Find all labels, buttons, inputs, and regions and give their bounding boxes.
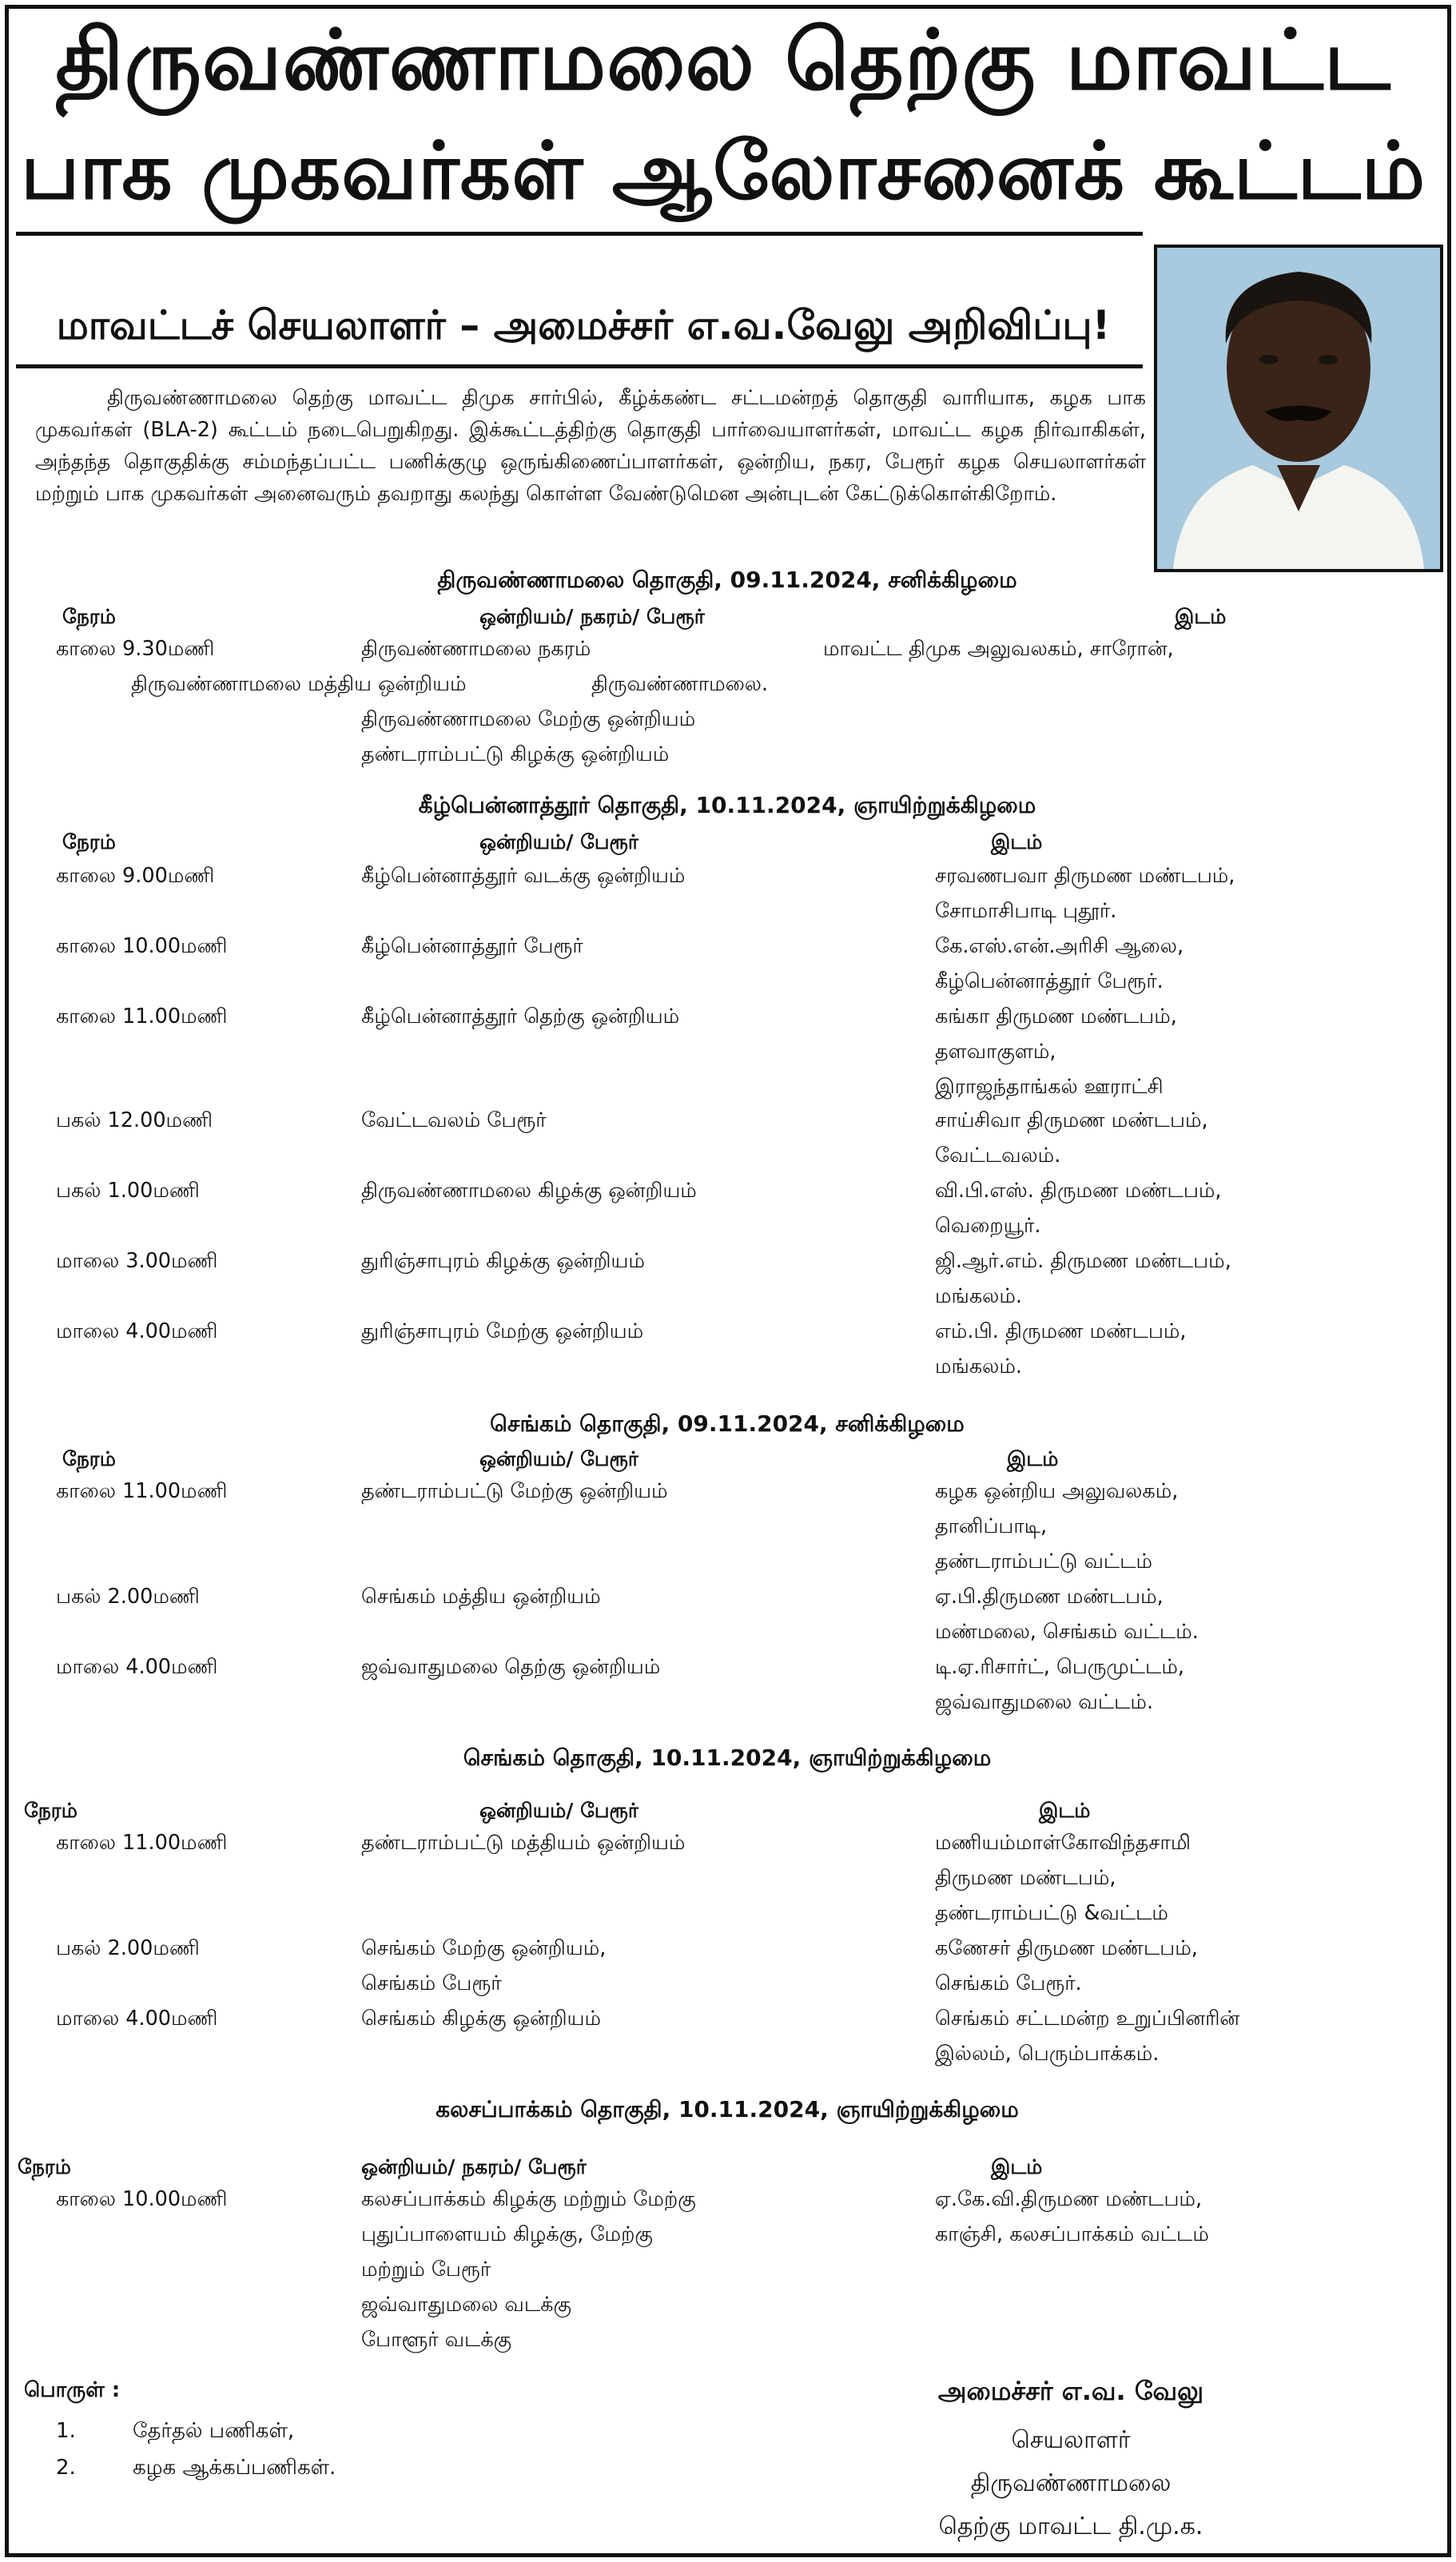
schedule-venue — [935, 1649, 1184, 1720]
section-title: செங்கம் தொகுதி, 09.11.2024, சனிக்கிழமை — [490, 1410, 965, 1437]
schedule-venue — [935, 999, 1177, 1104]
schedule-union-line: செங்கம் மத்திய ஒன்றியம் — [361, 1585, 601, 1609]
schedule-venue — [935, 858, 1235, 929]
column-header: ஒன்றியம்/ நகரம்/ பேரூர் — [361, 2155, 587, 2178]
schedule-union-line: மற்றும் பேரூர் — [361, 2258, 491, 2282]
schedule-time: பகல் 1.00மணி — [56, 1179, 200, 1203]
column-header: ஒன்றியம்/ பேரூர் — [479, 1447, 638, 1470]
schedule-venue-line: ஏ.பி.திருமண மண்டபம், — [935, 1585, 1164, 1609]
schedule-venue-line: காஞ்சி, கலசப்பாக்கம் வட்டம் — [935, 2222, 1209, 2246]
schedule-venue — [935, 1103, 1208, 1173]
schedule-venue-line: சோமாசிபாடி புதூர். — [935, 899, 1117, 923]
schedule-venue-line: மங்கலம். — [935, 1355, 1022, 1378]
schedule-union — [361, 1243, 645, 1279]
schedule-venue-line: ஏ.கே.வி.திருமண மண்டபம், — [935, 2187, 1203, 2211]
section-title: செங்கம் தொகுதி, 10.11.2024, ஞாயிற்றுக்கிழமை — [463, 1744, 992, 1771]
schedule-time: மாலை 4.00மணி — [56, 1655, 218, 1679]
schedule-time: பகல் 2.00மணி — [56, 1936, 200, 1960]
column-header: நேரம் — [62, 605, 116, 628]
column-header: ஒன்றியம்/ நகரம்/ பேரூர் — [479, 605, 705, 628]
schedule-union-line: புதுப்பாளையம் கிழக்கு, மேற்கு — [361, 2222, 653, 2246]
schedule-venue-line: ஜவ்வாதுமலை வட்டம். — [935, 1690, 1154, 1714]
column-header: இடம் — [991, 2155, 1043, 2178]
schedule-venue-line: கீழ்பென்னாத்தூர் பேரூர். — [935, 969, 1164, 993]
schedule-time: காலை 9.00மணி — [56, 864, 215, 888]
rule-top — [16, 232, 1143, 236]
schedule-union-line: கலசப்பாக்கம் கிழக்கு மற்றும் மேற்கு — [361, 2187, 696, 2211]
schedule-time: பகல் 2.00மணி — [56, 1585, 200, 1609]
schedule-union — [361, 1173, 697, 1208]
schedule-union — [361, 2001, 601, 2036]
schedule-venue-line: இராஜந்தாங்கல் ஊராட்சி — [935, 1075, 1164, 1099]
schedule-union-line: வேட்டவலம் பேரூர் — [361, 1108, 547, 1132]
schedule-venue-line: மங்கலம். — [935, 1284, 1022, 1308]
schedule-union-line: கீழ்பென்னாத்தூர் தெற்கு ஒன்றியம் — [361, 1005, 680, 1028]
schedule-union-line: திருவண்ணாமலை கிழக்கு ஒன்றியம் — [361, 1179, 697, 1203]
subject-item-2: கழக ஆக்கப்பணிகள். — [133, 2456, 336, 2480]
schedule-venue — [935, 1931, 1198, 2001]
schedule-time: பகல் 12.00மணி — [56, 1108, 213, 1132]
schedule-venue — [935, 929, 1183, 999]
schedule-venue-line: செங்கம் பேரூர். — [935, 1971, 1082, 1995]
schedule-venue — [935, 1243, 1231, 1314]
schedule-time: காலை 10.00மணி — [56, 2187, 228, 2211]
schedule-union — [361, 2182, 696, 2357]
schedule-venue-line: இல்லம், பெரும்பாக்கம். — [935, 2042, 1160, 2066]
schedule-union — [361, 1825, 685, 1860]
schedule-union-line: துரிஞ்சாபுரம் கிழக்கு ஒன்றியம் — [361, 1249, 645, 1273]
schedule-union-line: தண்டராம்பட்டு கிழக்கு ஒன்றியம் — [361, 742, 670, 766]
schedule-venue-line: சரவணபவா திருமண மண்டபம், — [935, 864, 1235, 888]
schedule-venue — [935, 1825, 1191, 1931]
schedule-venue-line: சாய்சிவா திருமண மண்டபம், — [935, 1108, 1208, 1132]
subject-num-1: 1. — [56, 2419, 76, 2443]
schedule-union — [361, 999, 679, 1034]
schedule-time: காலை 10.00மணி — [56, 934, 228, 958]
schedule-union — [361, 1103, 547, 1138]
schedule-union-line: துரிஞ்சாபுரம் மேற்கு ஒன்றியம் — [361, 1319, 644, 1343]
rule-bottom — [16, 364, 1143, 368]
column-header: நேரம் — [62, 830, 116, 853]
schedule-venue — [935, 2001, 1239, 2071]
schedule-union-line: போளூர் வடக்கு — [361, 2328, 512, 2352]
section-title: கலசப்பாக்கம் தொகுதி, 10.11.2024, ஞாயிற்றுக்கிழமை — [436, 2096, 1019, 2122]
schedule-venue-line: கழக ஒன்றிய அலுவலகம், — [935, 1479, 1179, 1503]
schedule-venue — [935, 1474, 1178, 1579]
column-header: இடம் — [991, 830, 1043, 853]
schedule-time: மாலை 4.00மணி — [56, 1319, 218, 1343]
portrait-photo — [1154, 245, 1443, 572]
schedule-time: காலை 11.00மணி — [56, 1005, 228, 1028]
schedule-venue — [935, 2182, 1209, 2252]
schedule-time: மாலை 3.00மணி — [56, 1249, 218, 1273]
schedule-venue-line: வெறையூர். — [935, 1214, 1041, 1238]
schedule-union — [361, 1931, 606, 2001]
schedule-venue-line: மண்மலை, செங்கம் வட்டம். — [935, 1620, 1199, 1644]
schedule-union — [361, 1474, 668, 1509]
schedule-union-line: ஜவ்வாதுமலை வடக்கு — [361, 2293, 571, 2317]
schedule-time: காலை 9.30மணி — [56, 637, 215, 661]
schedule-union-line: திருவண்ணாமலை மத்திய ஒன்றியம் — [131, 672, 467, 696]
subheading: மாவட்டச் செயலாளர் – அமைச்சர் எ.வ.வேலு அறிவிப்பு! — [56, 302, 1111, 348]
schedule-time: காலை 11.00மணி — [56, 1831, 228, 1855]
schedule-venue-line: எம்.பி. திருமண மண்டபம், — [935, 1319, 1187, 1343]
schedule-venue-line: ஜி.ஆர்.எம். திருமண மண்டபம், — [935, 1249, 1231, 1273]
schedule-venue — [935, 1579, 1199, 1649]
column-header: இடம் — [1175, 605, 1227, 628]
schedule-venue-line: டி.ஏ.ரிசார்ட், பெருமுட்டம், — [935, 1655, 1184, 1679]
column-header: நேரம் — [18, 2155, 71, 2178]
schedule-union — [361, 1579, 601, 1614]
intro-paragraph: திருவண்ணாமலை தெற்கு மாவட்ட திமுக சார்பில், கீழ்க்கண்ட சட்டமன்றத் தொகுதி வாரியாக, கழக பாக முகவர்கள் (BLA-2) கூட்டம் நடைபெறுகிறது. இக்கூட்டத்திற்கு தொகுதி பார்வையாளர்கள், மாவட்ட கழக நிர்வாகிகள், அந்தந்த தொகுதிக்கு சம்மந்தப்பட்ட பணிக்குழு ஒருங்கிணைப்பாளர்கள், ஒன்றிய, நகர, பேரூர் கழக செயலாளர்கள் மற்றும் பாக முகவர்கள் அனைவரும் தவறாது கலந்து கொள்ள வேண்டுமென அன்புடன் கேட்டுக்கொள்கிறோம். — [35, 386, 1146, 506]
schedule-union-line: செங்கம் பேரூர் — [361, 1971, 502, 1995]
schedule-venue-line: வேட்டவலம். — [935, 1144, 1061, 1168]
subject-num-2: 2. — [56, 2456, 76, 2480]
schedule-union-line: கீழ்பென்னாத்தூர் பேரூர் — [361, 934, 583, 958]
headline-line-2: பாக முகவர்கள் ஆலோசனைக் கூட்டம் — [20, 125, 1426, 217]
schedule-venue-line: கே.எஸ்.என்.அரிசி ஆலை, — [935, 934, 1184, 958]
schedule-union-line: செங்கம் மேற்கு ஒன்றியம், — [361, 1936, 607, 1960]
schedule-union-line: தண்டராம்பட்டு மேற்கு ஒன்றியம் — [361, 1479, 668, 1503]
schedule-union-line: கீழ்பென்னாத்தூர் வடக்கு ஒன்றியம் — [361, 864, 686, 888]
section-title: திருவண்ணாமலை தொகுதி, 09.11.2024, சனிக்கிழமை — [437, 567, 1017, 593]
column-header: நேரம் — [62, 1447, 116, 1470]
portrait-icon — [1157, 248, 1440, 569]
schedule-union — [361, 858, 685, 893]
headline-line-1: திருவண்ணாமலை தெற்கு மாவட்ட — [55, 11, 1391, 109]
column-header: நேரம் — [24, 1799, 78, 1822]
signature-name: அமைச்சர் எ.வ. வேலு — [937, 2376, 1204, 2406]
signature-line-2: திருவண்ணாமலை — [970, 2469, 1172, 2497]
schedule-venue-line: கங்கா திருமண மண்டபம், — [935, 1005, 1177, 1028]
schedule-time: காலை 11.00மணி — [56, 1479, 228, 1503]
schedule-venue-line: தண்டராம்பட்டு &வட்டம் — [935, 1901, 1168, 1925]
subject-item-1: தேர்தல் பணிகள், — [133, 2419, 295, 2443]
schedule-union-line: ஜவ்வாதுமலை தெற்கு ஒன்றியம் — [361, 1655, 661, 1679]
schedule-time: மாலை 4.00மணி — [56, 2007, 218, 2031]
column-header: ஒன்றியம்/ பேரூர் — [479, 830, 638, 853]
schedule-venue-line: தண்டராம்பட்டு வட்டம் — [935, 1550, 1153, 1573]
schedule-venue-line: திருவண்ணாமலை. — [591, 672, 769, 696]
schedule-venue-line: திருமண மண்டபம், — [935, 1866, 1116, 1890]
schedule-venue-line: செங்கம் சட்டமன்ற உறுப்பினரின் — [935, 2007, 1240, 2031]
schedule-venue-line: மாவட்ட திமுக அலுவலகம், சாரோன், — [823, 637, 1174, 661]
signature-line-1: செயலாளர் — [1011, 2426, 1131, 2454]
schedule-venue — [935, 1314, 1186, 1384]
subject-label: பொருள் : — [24, 2378, 121, 2402]
schedule-venue-line: தானிப்பாடி, — [935, 1514, 1048, 1538]
section-title: கீழ்பென்னாத்தூர் தொகுதி, 10.11.2024, ஞாயிற்றுக்கிழமை — [418, 792, 1036, 818]
schedule-venue — [935, 1173, 1221, 1243]
schedule-venue-line: தளவாகுளம், — [935, 1040, 1056, 1064]
schedule-venue-line: கணேசர் திருமண மண்டபம், — [935, 1936, 1198, 1960]
column-header: இடம் — [1007, 1447, 1059, 1470]
schedule-union-line: திருவண்ணாமலை மேற்கு ஒன்றியம் — [361, 707, 696, 731]
column-header: ஒன்றியம்/ பேரூர் — [479, 1799, 638, 1822]
schedule-union-line: செங்கம் கிழக்கு ஒன்றியம் — [361, 2007, 601, 2031]
schedule-venue-line: மணியம்மாள்கோவிந்தசாமி — [935, 1831, 1191, 1855]
schedule-union — [361, 1649, 660, 1685]
schedule-union-line: திருவண்ணாமலை நகரம் — [361, 637, 591, 661]
schedule-union — [361, 1314, 643, 1349]
signature-line-3: தெற்கு மாவட்ட தி.மு.க. — [938, 2512, 1203, 2540]
schedule-union — [361, 929, 583, 964]
column-header: இடம் — [1039, 1799, 1091, 1822]
schedule-venue-line: வி.பி.எஸ். திருமண மண்டபம், — [935, 1179, 1222, 1203]
schedule-union-line: தண்டராம்பட்டு மத்தியம் ஒன்றியம் — [361, 1831, 686, 1855]
